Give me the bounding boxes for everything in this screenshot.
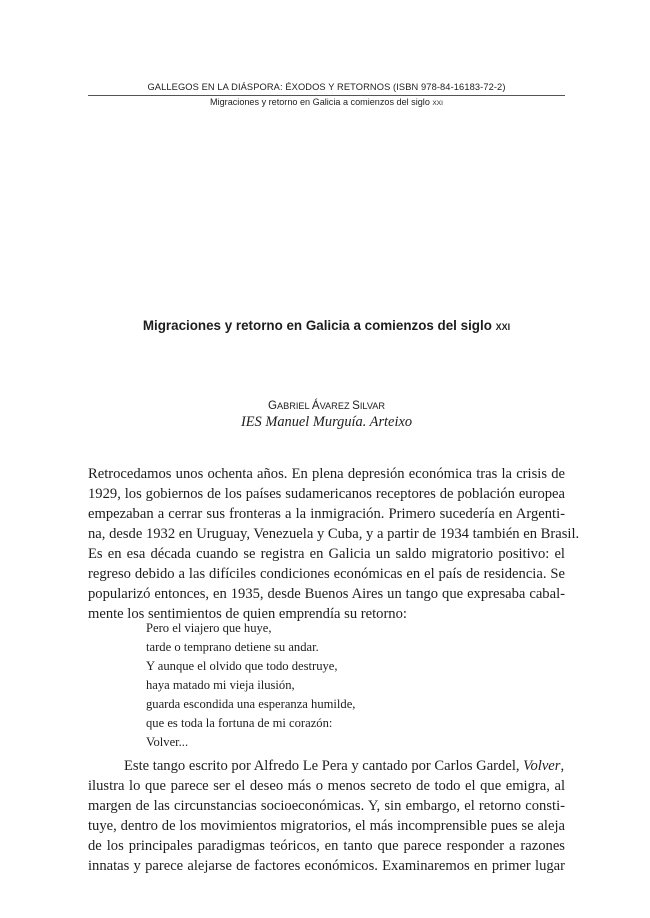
text-line: mente los sentimientos de quien emprendía su retorno: bbox=[88, 606, 407, 622]
song-title: Volver bbox=[523, 758, 561, 774]
author-name-part: ABRIEL bbox=[276, 401, 312, 411]
text-line: Es en esa década cuando se registra en Galicia un saldo migratorio positivo: el bbox=[88, 546, 565, 562]
text-line: de los principales paradigmas teóricos, en tanto que parece responder a razones bbox=[88, 838, 565, 854]
quote-verse: Pero el viajero que huye, bbox=[146, 621, 272, 635]
article-title bbox=[88, 317, 565, 336]
text-line: ilustra lo que parece ser el deseo más o menos secreto de todo el que emigra, al bbox=[88, 778, 565, 794]
author-name-part: VAREZ bbox=[319, 401, 353, 411]
article-title-century: XXI bbox=[495, 322, 511, 332]
quote-verse: que es toda la fortuna de mi corazón: bbox=[146, 716, 333, 730]
text-line: tuye, dentro de los movimientos migratorios, el más incomprensible pues se aleja bbox=[88, 818, 565, 834]
author-name-part: G bbox=[267, 399, 277, 412]
text-line bbox=[88, 756, 565, 776]
article-title-main: Migraciones y retorno en Galicia a comienzos del siglo bbox=[142, 318, 496, 333]
running-head-chapter-title bbox=[88, 96, 565, 110]
text-run: Este tango escrito por Alfredo Le Pera y cantado por Carlos Gardel, bbox=[124, 758, 524, 774]
quote-verse: guarda escondida una esperanza humilde, bbox=[146, 697, 356, 711]
running-head-chapter-century: XXI bbox=[432, 100, 443, 107]
text-line: empezaban a cerrar sus fronteras a la inmigración. Primero sucedería en Argenti- bbox=[88, 506, 565, 522]
tango-quote bbox=[146, 619, 355, 752]
text-line: na, desde 1932 en Uruguay, Venezuela y Cuba, y a partir de 1934 también en Brasil. bbox=[88, 526, 580, 542]
running-head bbox=[88, 81, 565, 110]
author-name-part: Á bbox=[311, 399, 320, 412]
quote-verse: tarde o temprano detiene su andar. bbox=[146, 640, 319, 654]
text-line: innatas y parece alejarse de factores económicos. Examinaremos en primer lugar bbox=[88, 858, 565, 874]
running-head-book-title: GALLEGOS EN LA DIÁSPORA: ÉXODOS Y RETORNOS (ISBN 978-84-16183-72-2) bbox=[147, 82, 506, 92]
text-line: popularizó entonces, en 1935, desde Buenos Aires un tango que expresaba cabal- bbox=[88, 586, 565, 602]
text-line: margen de las circunstancias socioeconómicas. Y, sin embargo, el retorno consti- bbox=[88, 798, 565, 814]
text-line: 1929, los gobiernos de los países sudamericanos receptores de población europea bbox=[88, 486, 565, 502]
paragraph-1 bbox=[88, 464, 580, 624]
running-head-chapter-main: Migraciones y retorno en Galicia a comienzos del siglo bbox=[210, 97, 433, 107]
quote-verse: Y aunque el olvido que todo destruye, bbox=[146, 659, 338, 673]
author-name-part: ILVAR bbox=[359, 401, 386, 411]
quote-verse: haya matado mi vieja ilusión, bbox=[146, 678, 295, 692]
text-line: regreso debido a las difíciles condiciones económicas en el país de residencia. Se bbox=[88, 566, 565, 582]
author-name-part: S bbox=[352, 399, 360, 412]
text-run: , bbox=[560, 758, 565, 774]
text-line: Retrocedamos unos ochenta años. En plena depresión económica tras la crisis de bbox=[88, 466, 565, 482]
quote-verse: Volver... bbox=[146, 735, 189, 749]
author-affiliation: IES Manuel Murguía. Arteixo bbox=[240, 414, 413, 430]
paragraph-2 bbox=[88, 756, 565, 876]
